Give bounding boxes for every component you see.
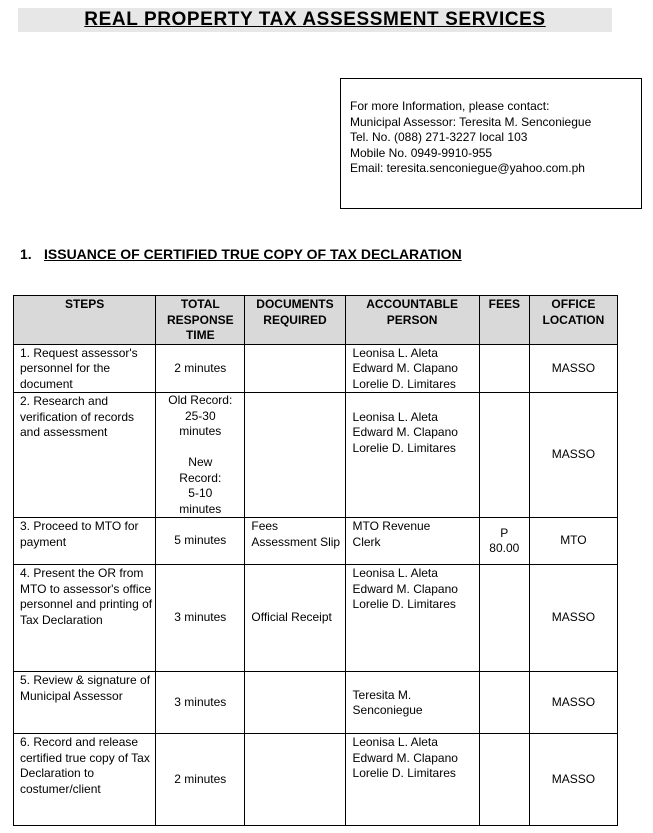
person-line: Edward M. Clapano xyxy=(352,581,458,596)
person-cell xyxy=(345,344,479,393)
person-cell xyxy=(345,565,479,672)
step-cell: 5. Review & signature of Municipal Assessor xyxy=(14,672,156,734)
documents-cell xyxy=(245,734,345,826)
time-line: minutes xyxy=(179,501,222,516)
page-title: REAL PROPERTY TAX ASSESSMENT SERVICES xyxy=(84,9,546,30)
person-line: Clerk xyxy=(352,534,381,549)
office-cell: MASSO xyxy=(529,565,617,672)
person-line: Edward M. Clapano xyxy=(352,750,458,765)
person-line: Teresita M. xyxy=(352,687,412,702)
person-line xyxy=(353,394,476,410)
person-cell xyxy=(345,518,479,565)
person-line: MTO Revenue xyxy=(352,519,431,533)
fees-cell xyxy=(479,672,529,734)
section-heading xyxy=(20,246,462,262)
person-line: Senconiegue xyxy=(352,703,423,717)
time-line: Old Record: xyxy=(168,393,233,407)
step-cell: 1. Request assessor's personnel for the document xyxy=(14,344,156,393)
person-line: Edward M. Clapano xyxy=(352,361,458,375)
time-cell xyxy=(156,672,245,734)
time-cell xyxy=(156,518,245,565)
time-line: 5 minutes xyxy=(174,533,227,548)
contact-line: Mobile No. 0949-9910-955 xyxy=(350,145,493,160)
office-cell: MASSO xyxy=(529,393,617,518)
person-line: Lorelie D. Limitares xyxy=(352,376,456,391)
time-line: 2 minutes xyxy=(174,771,227,786)
step-cell: 3. Proceed to MTO for payment xyxy=(14,518,156,565)
person-line: Leonisa L. Aleta xyxy=(352,409,438,424)
table-row xyxy=(14,672,618,734)
person-line: Leonisa L. Aleta xyxy=(352,566,438,580)
table-row xyxy=(14,565,618,672)
office-cell: MASSO xyxy=(529,672,617,734)
contact-line: Email: teresita.senconiegue@yahoo.com.ph xyxy=(350,161,585,176)
time-cell xyxy=(156,393,245,518)
time-line: 5-10 xyxy=(188,486,213,500)
table-row xyxy=(14,393,618,518)
header-time: TOTAL RESPONSE TIME xyxy=(156,296,245,345)
contact-line: Municipal Assessor: Teresita M. Senconiegue xyxy=(350,114,592,129)
documents-cell: Official Receipt xyxy=(245,565,345,672)
table-row xyxy=(14,344,618,393)
contact-line: Tel. No. (088) 271-3227 local 103 xyxy=(350,130,528,145)
person-line: Leonisa L. Aleta xyxy=(352,735,438,749)
time-line: New xyxy=(188,455,213,469)
table-row xyxy=(14,734,618,826)
header-office: OFFICE LOCATION xyxy=(529,296,617,345)
person-line: Lorelie D. Limitares xyxy=(352,440,456,455)
fees-cell xyxy=(479,565,529,672)
office-cell: MASSO xyxy=(529,344,617,393)
header-fees: FEES xyxy=(479,296,529,345)
step-cell: 4. Present the OR from MTO to assessor's office personnel and printing of Tax Declaration xyxy=(14,565,156,672)
step-cell: 2. Research and verification of records and assessment xyxy=(14,393,156,518)
fees-cell xyxy=(479,393,529,518)
fee-currency: P xyxy=(500,525,509,540)
section-number: 1. xyxy=(20,246,32,262)
step-cell: 6. Record and release certified true copy of Tax Declaration to costumer/client xyxy=(14,734,156,826)
office-cell: MASSO xyxy=(529,734,617,826)
time-cell xyxy=(156,344,245,393)
fees-cell xyxy=(479,734,529,826)
time-line: 3 minutes xyxy=(174,694,227,709)
documents-cell xyxy=(245,672,345,734)
person-line: Lorelie D. Limitares xyxy=(352,597,456,611)
contact-line: For more Information, please contact: xyxy=(350,99,550,113)
table-header-row xyxy=(14,296,618,345)
time-line: minutes xyxy=(179,424,222,438)
header-person: ACCOUNTABLE PERSON xyxy=(345,296,479,345)
person-line: Edward M. Clapano xyxy=(352,425,458,439)
section-heading-text: ISSUANCE OF CERTIFIED TRUE COPY OF TAX DECLARATION xyxy=(44,246,462,262)
time-line: 25-30 xyxy=(184,408,216,423)
person-line: Lorelie D. Limitares xyxy=(352,766,456,780)
documents-cell xyxy=(245,393,345,518)
time-line: Record: xyxy=(179,470,222,485)
time-cell xyxy=(156,734,245,826)
header-steps: STEPS xyxy=(14,296,156,345)
fees-cell xyxy=(479,344,529,393)
table-row xyxy=(14,518,618,565)
person-cell xyxy=(345,393,479,518)
contact-box xyxy=(340,78,642,209)
office-cell: MTO xyxy=(529,518,617,565)
time-cell xyxy=(156,565,245,672)
person-cell xyxy=(345,672,479,734)
header-documents: DOCUMENTS REQUIRED xyxy=(245,296,345,345)
person-line: Leonisa L. Aleta xyxy=(352,345,438,360)
person-cell xyxy=(345,734,479,826)
documents-cell: Fees Assessment Slip xyxy=(245,518,345,565)
fee-amount: 80.00 xyxy=(489,541,520,555)
time-line: 3 minutes xyxy=(174,610,227,625)
title-bar xyxy=(18,8,612,32)
time-line: 2 minutes xyxy=(174,360,227,375)
fees-cell xyxy=(479,518,529,565)
steps-table xyxy=(13,295,618,826)
documents-cell xyxy=(245,344,345,393)
time-line xyxy=(156,440,244,456)
